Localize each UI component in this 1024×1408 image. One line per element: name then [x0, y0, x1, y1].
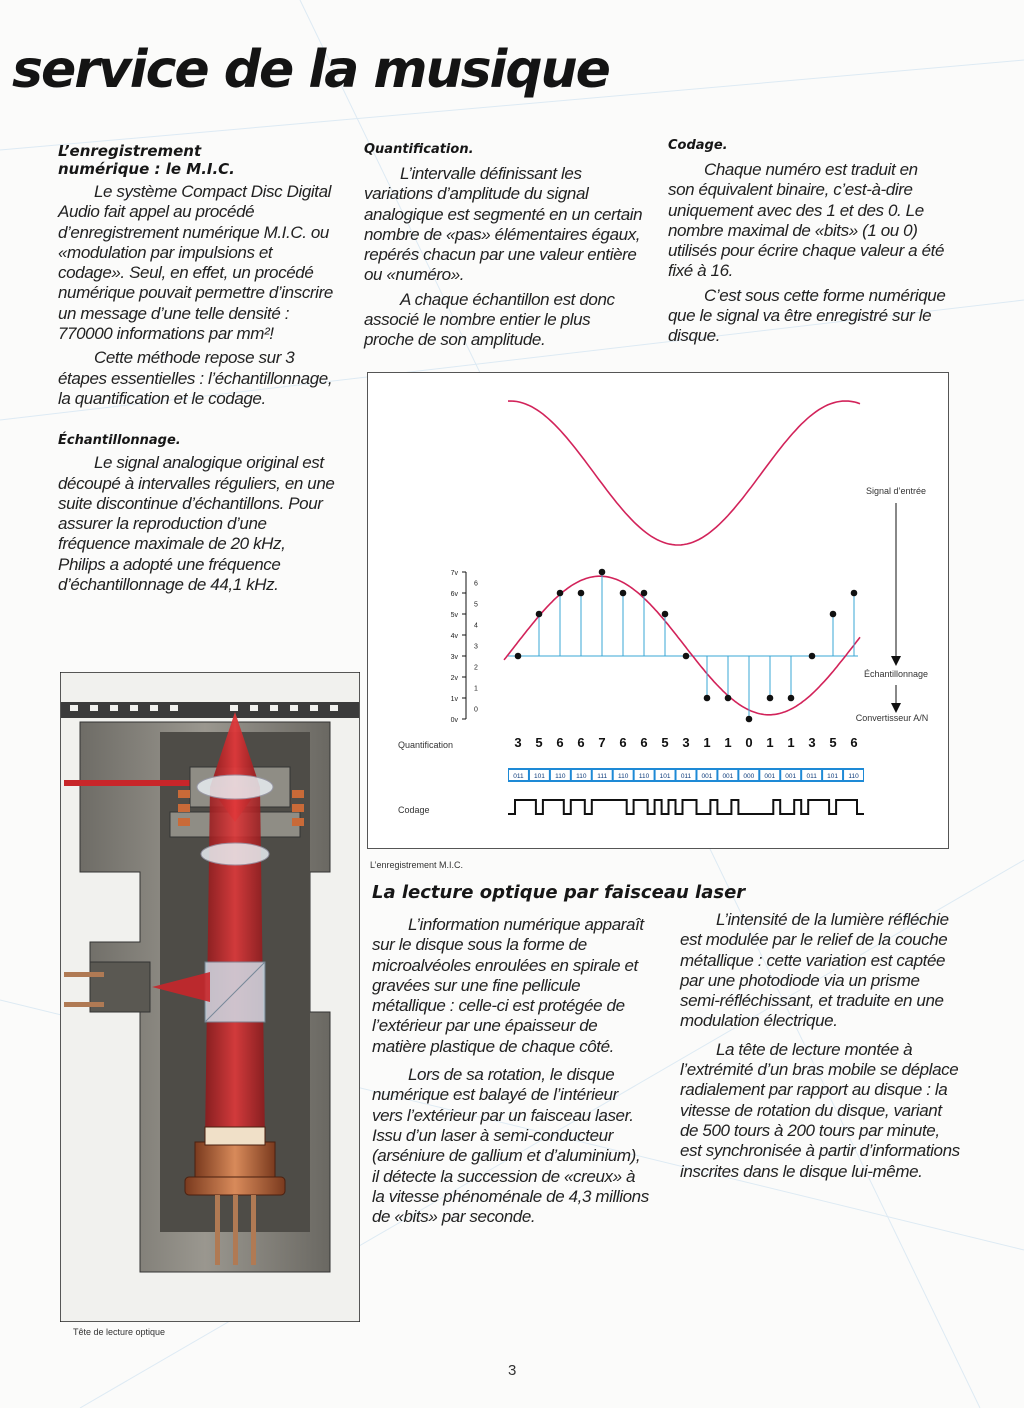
- subheading-quantification: Quantification.: [364, 142, 474, 157]
- optical-head-illustration: [60, 672, 360, 1322]
- input-signal-curve: [508, 401, 860, 545]
- page-number: 3: [508, 1362, 517, 1379]
- column-quantification: [364, 142, 644, 351]
- sample-point: [578, 590, 585, 597]
- column-recording: [58, 142, 336, 595]
- pulse-code-waveform: [508, 800, 864, 814]
- volt-label: 0v: [450, 717, 458, 724]
- quantification-digit: 7: [598, 735, 606, 750]
- mic-diagram-svg: [368, 373, 948, 848]
- sample-point: [599, 569, 606, 576]
- paragraph-laser-2: Lors de sa rotation, le disque numérique est balayé de l’intérieur vers l’extérieur par un faisceau laser. Issu d’un laser à semi-conducteur (arséniure de gallium et d’aluminium), il détecte la succession de «creux» à la vitesse phénoménale de 4,3 millions de «bits» par seconde.: [372, 1065, 649, 1227]
- code-cell-label: 011: [513, 773, 524, 780]
- sample-point: [725, 695, 732, 702]
- quantification-digit: 6: [850, 735, 858, 750]
- quantification-digit: 6: [619, 735, 627, 750]
- quantification-digit: 6: [577, 735, 585, 750]
- sampled-signal: [504, 569, 860, 723]
- photodiode-pin-2: [64, 1002, 104, 1007]
- volt-label: 3v: [450, 654, 458, 661]
- collimator-lens: [201, 843, 269, 865]
- diagram-caption: L’enregistrement M.I.C.: [370, 860, 464, 870]
- sample-point: [704, 695, 711, 702]
- quantification-digit: 1: [703, 735, 711, 750]
- label-codage: Codage: [398, 805, 430, 815]
- sample-point: [851, 590, 858, 597]
- laser-pin-2: [233, 1195, 238, 1265]
- volt-label: 6v: [450, 591, 458, 598]
- label-signal-entree: Signal d’entrée: [865, 486, 927, 496]
- paragraph-laser-3: L’intensité de la lumière réfléchie est modulée par le relief de la couche métallique : cette variation est captée par une photodiode via un prisme semi-réfléchissant, et traduite en une modulation électrique.: [680, 910, 949, 1031]
- code-cell-label: 001: [701, 773, 713, 780]
- code-cell-label: 011: [680, 773, 692, 780]
- quantification-digit: 0: [745, 735, 753, 750]
- laser-pin-1: [215, 1195, 220, 1265]
- code-cell-label: 011: [806, 773, 817, 780]
- code-cell-label: 110: [617, 773, 629, 780]
- quantification-digit: 6: [640, 735, 648, 750]
- step-label: 6: [474, 580, 478, 588]
- volt-label: 7v: [450, 570, 458, 577]
- code-cell-label: 110: [555, 773, 566, 780]
- quantification-digit: 3: [682, 735, 690, 750]
- code-cell-label: 110: [576, 773, 587, 780]
- sample-point: [620, 590, 627, 597]
- photodiode-pin-1: [64, 972, 104, 977]
- step-label: 5: [474, 601, 478, 609]
- code-cell-label: 101: [659, 773, 671, 780]
- label-convertisseur: Convertisseur A/N: [855, 713, 929, 723]
- paragraph-codage: Chaque numéro est traduit en son équivalent binaire, c’est-à-dire uniquement avec des 1 et des 0. Le nombre maximal de «bits» (1 ou 0) utilisés pour écrire chaque valeur a été fixé à 16.: [668, 160, 944, 281]
- sample-point: [641, 590, 648, 597]
- volt-label: 1v: [450, 696, 458, 703]
- paragraph-codage-2: C’est sous cette forme numérique que le signal va être enregistré sur le disque.: [668, 285, 946, 346]
- column-laser-right: [680, 910, 960, 1182]
- step-label: 3: [474, 643, 478, 651]
- label-echantillonnage: Échantillonnage: [863, 669, 929, 679]
- code-cell-label: 101: [533, 773, 545, 780]
- sample-point: [515, 653, 522, 660]
- voltage-axis: [451, 570, 478, 724]
- quantification-values: [514, 735, 857, 750]
- sample-point: [536, 611, 543, 618]
- subheading-echantillonnage: Échantillonnage.: [58, 433, 181, 449]
- quantification-digit: 5: [661, 735, 669, 750]
- sample-point: [557, 590, 564, 597]
- laser-base: [185, 1177, 285, 1195]
- quantification-digit: 1: [766, 735, 774, 750]
- section-heading-laser: La lecture optique par faisceau laser: [372, 882, 746, 903]
- quantification-digit: 3: [514, 735, 522, 750]
- sample-point: [809, 653, 816, 660]
- volt-label: 5v: [450, 612, 458, 619]
- quantification-digit: 5: [829, 735, 837, 750]
- subheading-codage: Codage.: [668, 138, 728, 153]
- label-quantification: Quantification: [398, 740, 454, 750]
- paragraph-quantification-2: A chaque échantillon est donc associé le nombre entier le plus proche de son amplitude.: [364, 289, 615, 350]
- sample-point: [830, 611, 837, 618]
- binary-code-bar: [508, 768, 864, 782]
- laser-window: [205, 1127, 265, 1145]
- step-label: 0: [474, 706, 478, 714]
- volt-label: 4v: [450, 633, 458, 640]
- column-codage: [668, 138, 948, 347]
- paragraph-laser-1: L’information numérique apparaît sur le disque sous la forme de microalvéoles enroulées en spirale et gravées sur une fine pellicule métallique : celle-ci est protégée de l’extérieur par une épaisseur de matière plastique de chaque côté.: [372, 915, 644, 1056]
- code-cell-label: 111: [597, 773, 608, 780]
- sample-point: [767, 695, 774, 702]
- quantification-digit: 1: [724, 735, 732, 750]
- sample-point: [746, 716, 753, 723]
- step-label: 1: [474, 685, 478, 693]
- mic-diagram: [367, 372, 949, 849]
- code-cell-label: 001: [785, 773, 797, 780]
- page-title: service de la musique: [12, 40, 609, 100]
- code-cell-label: 110: [638, 773, 650, 780]
- paragraph-quantification: L’intervalle définissant les variations d’amplitude du signal analogique est segmenté en un certain nombre de «pas» élémentaires égaux, repérés chacun par une valeur entière ou «numéro».: [364, 164, 643, 285]
- code-cell-label: 101: [827, 773, 839, 780]
- arm-marker: [64, 780, 190, 786]
- column-laser-left: [372, 915, 650, 1227]
- code-cell-label: 001: [764, 773, 776, 780]
- laser-diode-can: [195, 1142, 275, 1182]
- paragraph-mic-steps: Cette méthode repose sur 3 étapes essentielles : l’échantillonnage, la quantification et le codage.: [58, 348, 333, 408]
- sample-point: [788, 695, 795, 702]
- code-cell-label: 001: [722, 773, 734, 780]
- process-arrow-head: [891, 656, 901, 666]
- quantification-digit: 1: [787, 735, 795, 750]
- sampled-curve: [504, 576, 860, 715]
- paragraph-laser-4: La tête de lecture montée à l’extrémité d’un bras mobile se déplace radialement par rapport au disque : la vitesse de rotation du disque, variant de 500 tours à 200 tours par minute, est synchronisée à partir d’informations inscrites dans le disque lui-même.: [680, 1039, 960, 1181]
- illustration-caption: Tête de lecture optique: [73, 1327, 166, 1337]
- quantification-digit: 3: [808, 735, 816, 750]
- quantification-digit: 5: [535, 735, 543, 750]
- paragraph-echantillonnage: Le signal analogique original est découpé à intervalles réguliers, en une suite discontinue d’échantillons. Pour assurer la reproduction d’une fréquence maximale de 20 kHz, Philips a adopté une fréquence d’échantillonnage de 44,1 kHz.: [58, 453, 335, 595]
- sample-point: [683, 653, 690, 660]
- laser-pin-3: [251, 1195, 256, 1265]
- process-arrow-head-2: [891, 703, 901, 713]
- volt-label: 2v: [450, 675, 458, 682]
- code-cell-label: 000: [743, 773, 755, 780]
- sample-point: [662, 611, 669, 618]
- section-heading-mic: L’enregistrement numérique : le M.I.C.: [58, 142, 235, 178]
- paragraph-mic-intro: Le système Compact Disc Digital Audio fait appel au procédé d’enregistrement numérique M.I.C. ou «modulation par impulsions et codage». Seul, en effet, un procédé numérique pouvait permettre d’inscrire un message d’une telle densité : 770000 informations par mm²!: [58, 182, 333, 344]
- objective-lens: [197, 775, 273, 799]
- code-cell-label: 110: [848, 773, 859, 780]
- step-label: 4: [474, 622, 478, 630]
- quantification-digit: 6: [556, 735, 564, 750]
- step-label: 2: [474, 664, 478, 672]
